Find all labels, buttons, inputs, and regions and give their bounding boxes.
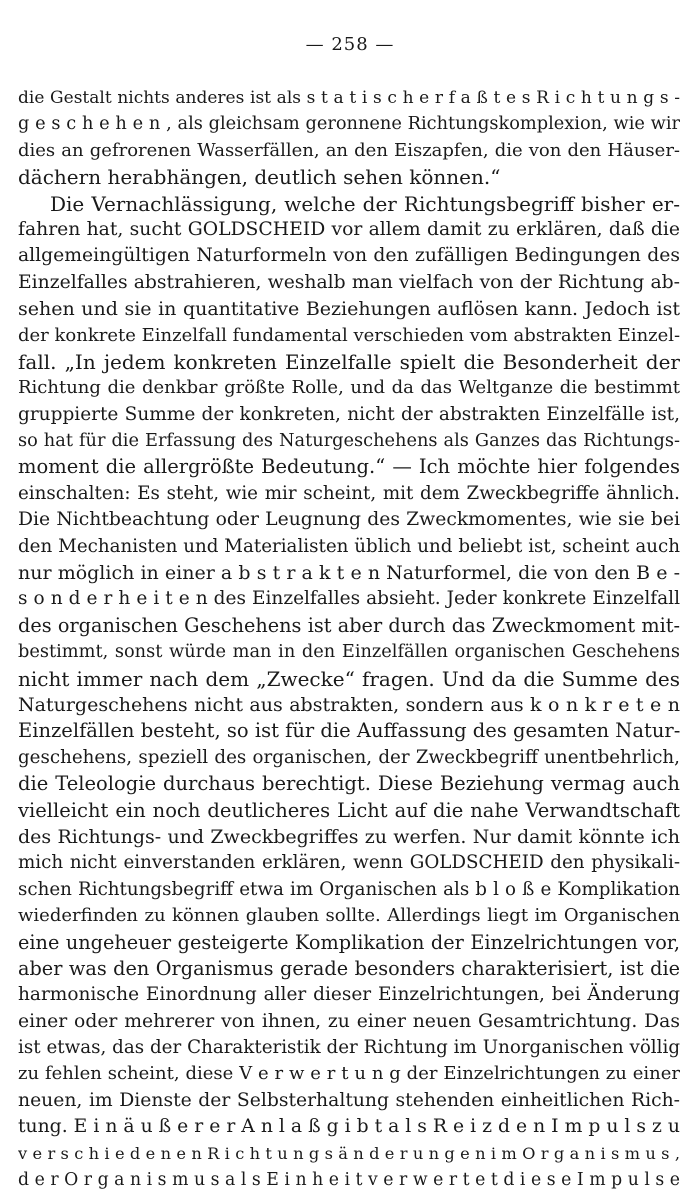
text-line: Richtung die denkbar größte Rolle, und da das Weltganze die bestimmt [18, 377, 680, 399]
text-line: fall. „In jedem konkreten Einzelfalle spielt die Besonderheit der [18, 349, 680, 374]
text-line: harmonische Einordnung aller dieser Einzelrichtungen, bei Änderung [18, 984, 680, 1006]
text-line: eine ungeheuer gesteigerte Komplikation der Einzelrichtungen vor, [18, 930, 680, 954]
text-line: fahren hat, sucht GOLDSCHEID vor allem damit zu erklären, daß die [18, 218, 680, 240]
text-line: dies an gefrorenen Wasserfällen, an den Eiszapfen, die von den Häuser- [18, 139, 680, 161]
text-line: moment die allergrößte Bedeutung.“ — Ich möchte hier folgendes [18, 455, 680, 479]
text-line: bestimmt, sonst würde man in den Einzelfällen organischen Geschehens [18, 642, 680, 663]
text-line: d e r O r g a n i s m u s a l s E i n h e i t v e r w e r t e t d i e s e I m p u l s e [18, 1170, 680, 1191]
text-line: vielleicht ein noch deutlicheres Licht auf die nahe Verwandtschaft [18, 798, 680, 822]
text-line: die Teleologie durchaus berechtigt. Diese Beziehung vermag auch [18, 772, 680, 796]
text-line: ist etwas, das der Charakteristik der Richtung im Unorganischen völlig [18, 1037, 680, 1059]
text-line: der konkrete Einzelfall fundamental verschieden vom abstrakten Einzel- [18, 324, 680, 346]
text-line: geschehens, speziell des organischen, der Zweckbegriff unentbehrlich, [18, 746, 680, 768]
text-line: Einzelfällen besteht, so ist für die Auffassung des gesamten Natur- [18, 719, 680, 743]
text-line: einer oder mehrerer von ihnen, zu einer neuen Gesamtrichtung. Das [18, 1010, 680, 1032]
text-line: wiederfinden zu können glauben sollte. Allerdings liegt im Organischen [18, 905, 680, 927]
text-line: den Mechanisten und Materialisten üblich und beliebt ist, scheint auch [18, 535, 680, 557]
text-line: neuen, im Dienste der Selbsterhaltung stehenden einheitlichen Rich- [18, 1089, 680, 1111]
text-line: so hat für die Erfassung des Naturgeschehens als Ganzes das Richtungs- [18, 431, 680, 452]
text-line: schen Richtungsbegriff etwa im Organischen als b l o ß e Komplikation [18, 878, 680, 900]
text-line: Die Vernachlässigung, welche der Richtungsbegriff bisher er- [50, 191, 680, 216]
text-line: allgemeingültigen Naturformeln von den zufälligen Bedingungen des [18, 245, 680, 267]
body-text [18, 85, 680, 1193]
text-line: sehen und sie in quantitative Beziehungen auflösen kann. Jedoch ist [18, 298, 680, 321]
text-line: Die Nichtbeachtung oder Leugnung des Zweckmomentes, wie sie bei [18, 509, 680, 531]
page-number: — 258 — [305, 34, 395, 55]
text-line: einschalten: Es steht, wie mir scheint, mit dem Zweckbegriffe ähnlich. [18, 482, 680, 504]
text-line: nicht immer nach dem „Zwecke“ fragen. Und da die Summe des [18, 666, 680, 691]
text-line: die Gestalt nichts anderes ist als s t a t i s c h e r f a ß t e s R i c h t u n g s - [18, 88, 680, 108]
text-line: tung. E i n ä u ß e r e r A n l a ß g i b t a l s R e i z d e n I m p u l s z u [18, 1116, 680, 1138]
text-line: mich nicht einverstanden erklären, wenn GOLDSCHEID den physikali- [18, 852, 680, 874]
text-line: des Richtungs- und Zweckbegriffes zu werfen. Nur damit könnte ich [18, 825, 680, 848]
text-line: aber was den Organismus gerade besonders charakterisiert, ist die [18, 956, 680, 980]
text-line: zu fehlen scheint, diese V e r w e r t u n g der Einzelrichtungen zu einer [18, 1063, 680, 1085]
text-line: nur möglich in einer a b s t r a k t e n Naturformel, die von den B e - [18, 562, 680, 585]
text-line: gruppierte Summe der konkreten, nicht der abstrakten Einzelfälle ist, [18, 403, 680, 425]
text-line: Einzelfalles abstrahieren, weshalb man vielfach von der Richtung ab- [18, 271, 680, 293]
text-line: dächern herabhängen, deutlich sehen können.“ [18, 165, 501, 190]
text-line: Naturgeschehens nicht aus abstrakten, sondern aus k o n k r e t e n [18, 693, 680, 716]
text-line: v e r s c h i e d e n e n R i c h t u n g s ä n d e r u n g e n i m O r g a n i s m u s , [18, 1143, 680, 1163]
text-line: des organischen Geschehens ist aber durch das Zweckmoment mit- [18, 613, 680, 637]
text-line: s o n d e r h e i t e n des Einzelfalles absieht. Jeder konkrete Einzelfall [18, 588, 680, 610]
text-line: g e s c h e h e n , als gleichsam geronnene Richtungskomplexion, wie wir [18, 114, 680, 135]
